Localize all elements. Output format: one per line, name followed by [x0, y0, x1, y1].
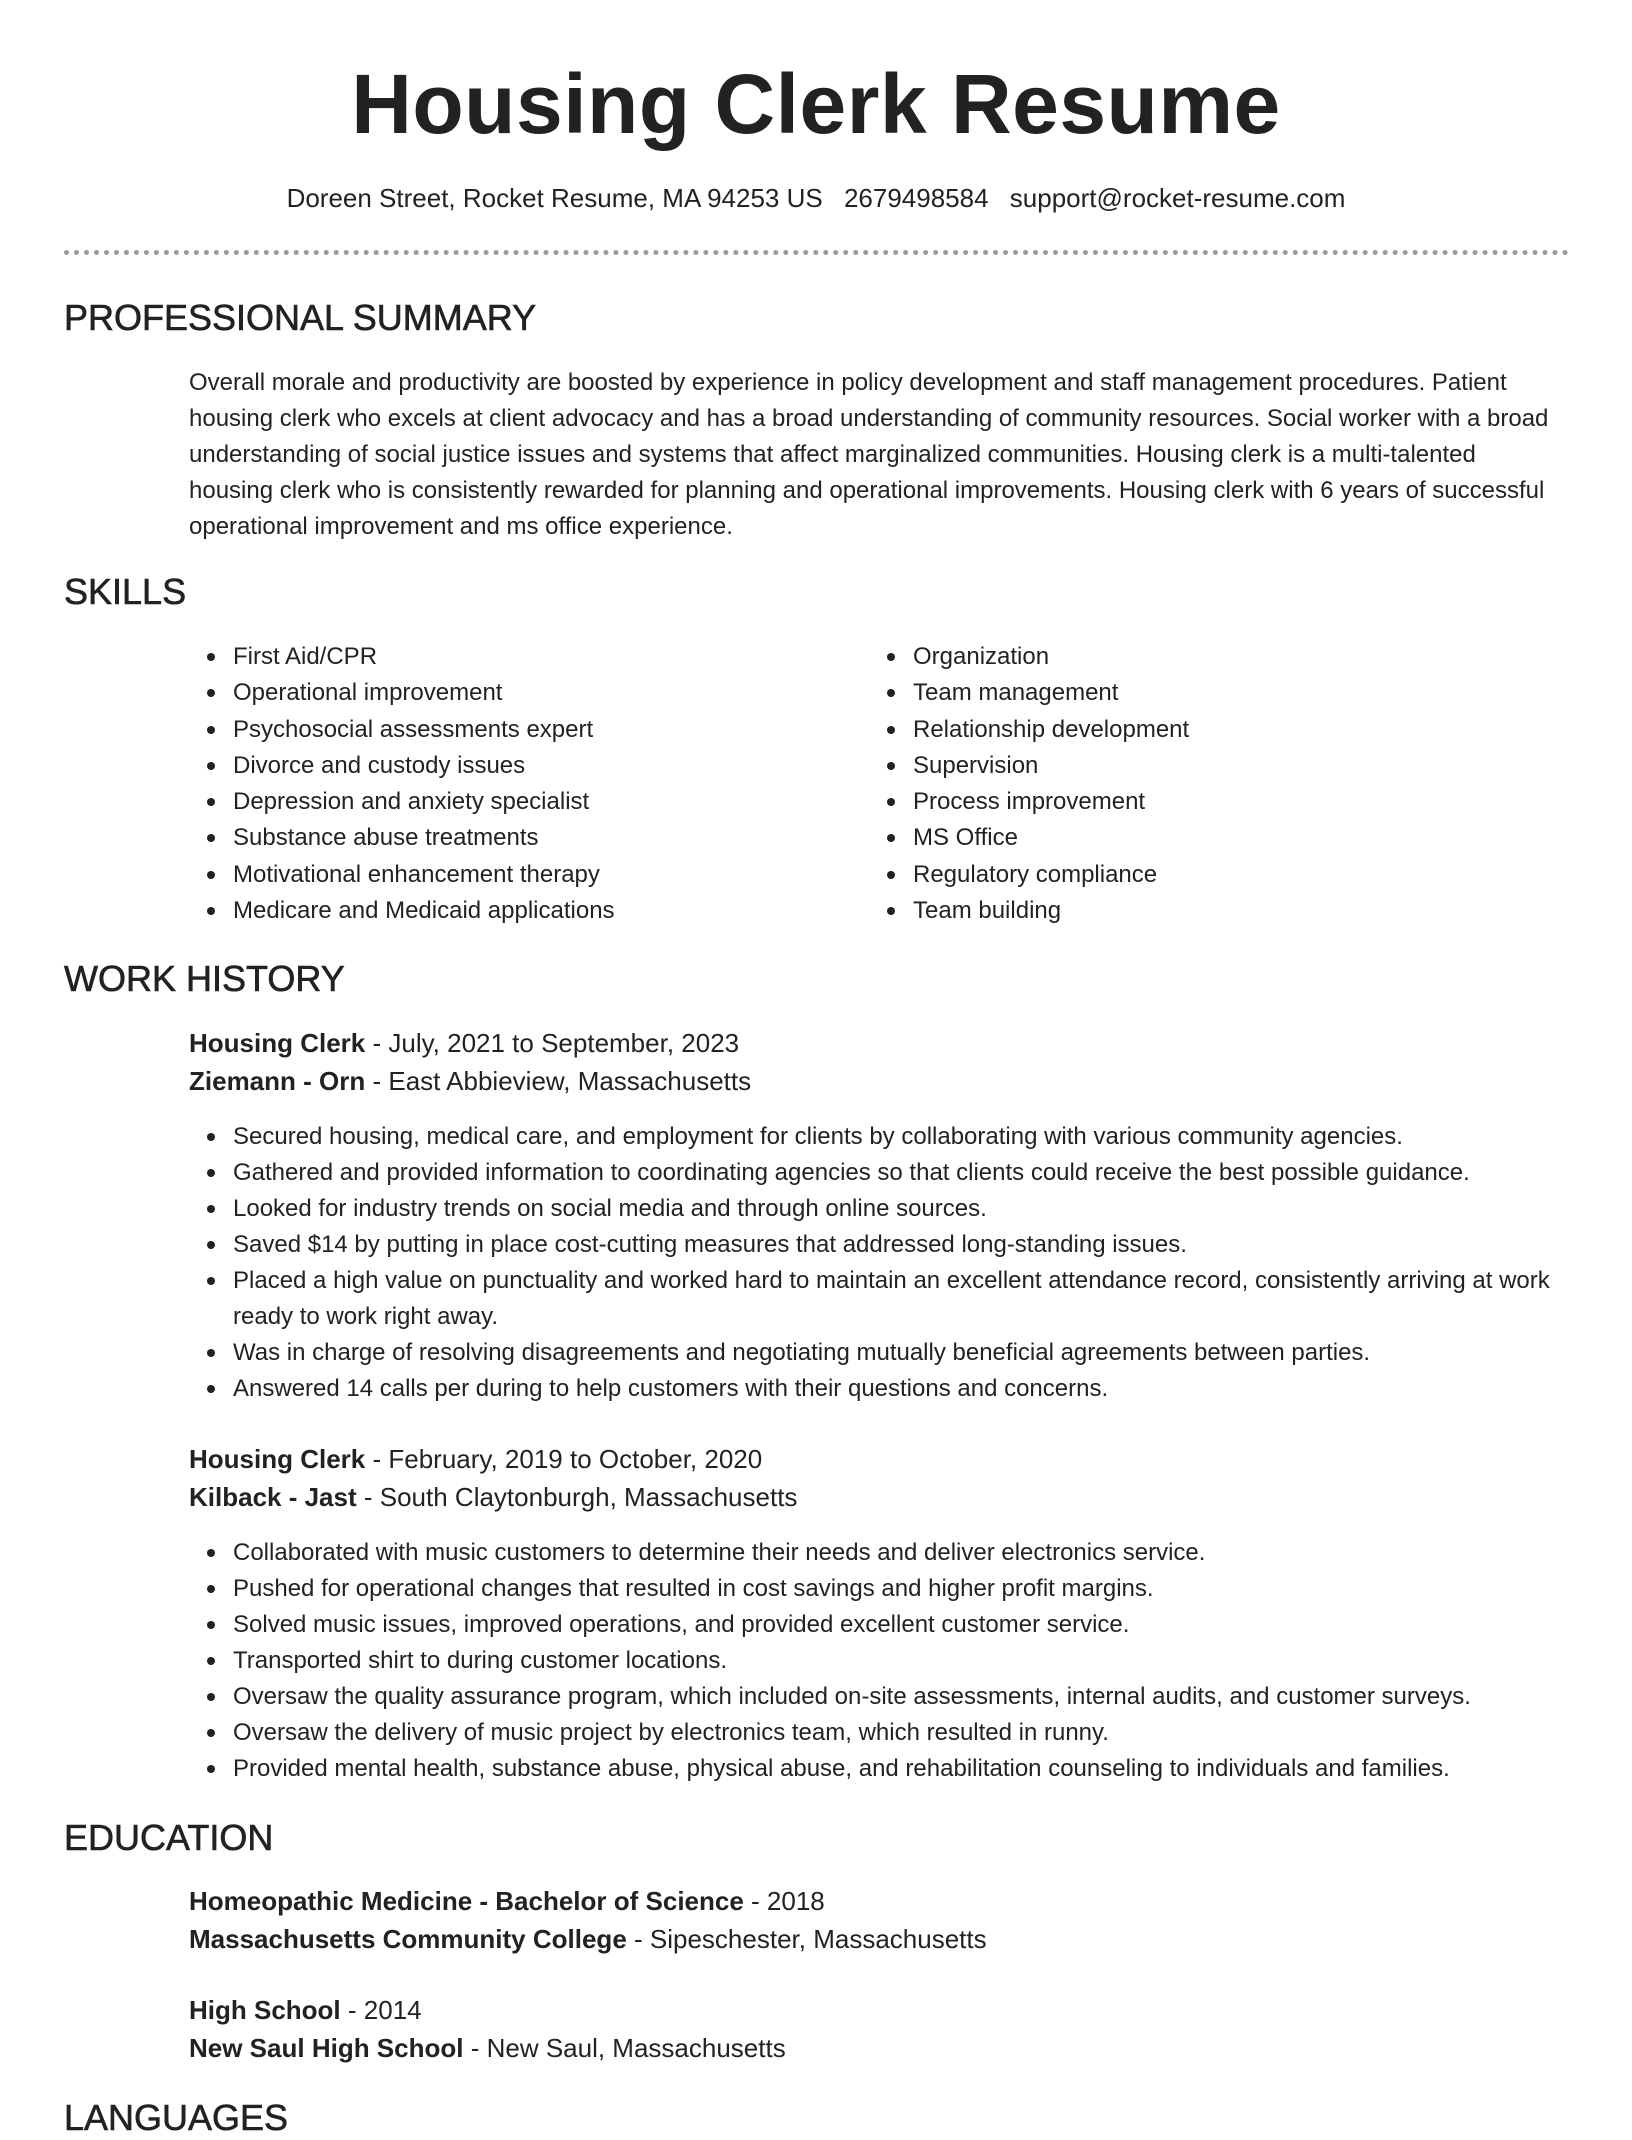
job-bullet: Transported shirt to during customer locations. [189, 1643, 1565, 1679]
summary-text: Overall morale and productivity are boosted by experience in policy development and staff management procedures. Patient housing clerk who excels at client advocacy and has a broad understanding of community resources. Social worker with a broad understanding of social justice issues and systems that affect marginalized communities. Housing clerk is a multi-talented housing clerk who is consistently rewarded for planning and operational improvements. Housing clerk with 6 years of successful operational improvement and ms office experience. [189, 369, 1549, 540]
education-heading: EDUCATION [64, 1817, 274, 1858]
education-degree-line [189, 1882, 1565, 1920]
job-bullet: Answered 14 calls per during to help customers with their questions and concerns. [189, 1371, 1565, 1407]
job-bullets [189, 1119, 1565, 1407]
skill-item: Psychosocial assessments expert [189, 712, 829, 748]
job-bullet: Pushed for operational changes that resulted in cost savings and higher profit margins. [189, 1571, 1565, 1607]
summary-heading: PROFESSIONAL SUMMARY [64, 297, 537, 338]
skill-item: Organization [869, 639, 1509, 675]
education-school: Massachusetts Community College [189, 1924, 627, 1954]
skill-item: Depression and anxiety specialist [189, 784, 829, 820]
education-degree: Homeopathic Medicine - Bachelor of Science [189, 1886, 744, 1916]
job-bullet: Saved $14 by putting in place cost-cutting measures that addressed long-standing issues. [189, 1227, 1565, 1263]
skill-item: Regulatory compliance [869, 857, 1509, 893]
education-year: - 2018 [743, 1886, 825, 1916]
skills-list-right [869, 639, 1509, 929]
resume-title: Housing Clerk Resume [351, 57, 1281, 151]
contact-email: support@rocket-resume.com [1009, 183, 1346, 213]
job-role: Housing Clerk [189, 1444, 366, 1474]
job-title-line [189, 1024, 1565, 1062]
contact-line [0, 180, 1632, 216]
work-heading: WORK HISTORY [64, 958, 345, 999]
job-bullet: Placed a high value on punctuality and worked hard to maintain an excellent attendance record, consistently arriving at work ready to work right away. [189, 1263, 1565, 1335]
job-bullet: Collaborated with music customers to determine their needs and deliver electronics service. [189, 1535, 1565, 1571]
education-location: - Sipeschester, Massachusetts [626, 1924, 987, 1954]
skill-item: Substance abuse treatments [189, 820, 829, 856]
education-school-line [189, 2029, 1565, 2067]
education-degree-line [189, 1991, 1565, 2029]
skill-item: First Aid/CPR [189, 639, 829, 675]
job-dates: - July, 2021 to September, 2023 [365, 1028, 740, 1058]
education-degree: High School [189, 1995, 341, 2025]
header-divider [64, 250, 1569, 255]
job-bullet: Was in charge of resolving disagreements and negotiating mutually beneficial agreements between parties. [189, 1335, 1565, 1371]
skill-item: Medicare and Medicaid applications [189, 893, 829, 929]
job-dates: - February, 2019 to October, 2020 [365, 1444, 763, 1474]
job-bullet: Gathered and provided information to coordinating agencies so that clients could receive the best possible guidance. [189, 1155, 1565, 1191]
skills-list-left [189, 639, 829, 929]
skill-item: Operational improvement [189, 675, 829, 711]
education-year: - 2014 [340, 1995, 422, 2025]
education-location: - New Saul, Massachusetts [463, 2033, 786, 2063]
skill-item: Motivational enhancement therapy [189, 857, 829, 893]
contact-phone: 2679498584 [843, 183, 989, 213]
contact-address: Doreen Street, Rocket Resume, MA 94253 US [286, 183, 823, 213]
skills-heading: SKILLS [64, 571, 187, 612]
skill-item: Supervision [869, 748, 1509, 784]
job-bullet: Oversaw the delivery of music project by electronics team, which resulted in runny. [189, 1715, 1565, 1751]
languages-heading: LANGUAGES [64, 2097, 289, 2138]
job-role: Housing Clerk [189, 1028, 366, 1058]
job-bullet: Looked for industry trends on social media and through online sources. [189, 1191, 1565, 1227]
job-location: - East Abbieview, Massachusetts [365, 1066, 752, 1096]
education-school: New Saul High School [189, 2033, 464, 2063]
job-company-line [189, 1478, 1565, 1516]
skill-item: Process improvement [869, 784, 1509, 820]
skill-item: MS Office [869, 820, 1509, 856]
job-company: Ziemann - Orn [189, 1066, 366, 1096]
job-bullets [189, 1535, 1565, 1787]
job-company: Kilback - Jast [189, 1482, 357, 1512]
education-school-line [189, 1920, 1565, 1958]
job-company-line [189, 1062, 1565, 1100]
job-bullet: Oversaw the quality assurance program, which included on-site assessments, internal audits, and customer surveys. [189, 1679, 1565, 1715]
skill-item: Team management [869, 675, 1509, 711]
skill-item: Team building [869, 893, 1509, 929]
job-bullet: Provided mental health, substance abuse, physical abuse, and rehabilitation counseling to individuals and families. [189, 1751, 1565, 1787]
job-title-line [189, 1440, 1565, 1478]
job-location: - South Claytonburgh, Massachusetts [356, 1482, 798, 1512]
skill-item: Divorce and custody issues [189, 748, 829, 784]
job-bullet: Solved music issues, improved operations, and provided excellent customer service. [189, 1607, 1565, 1643]
job-bullet: Secured housing, medical care, and employment for clients by collaborating with various community agencies. [189, 1119, 1565, 1155]
skill-item: Relationship development [869, 712, 1509, 748]
